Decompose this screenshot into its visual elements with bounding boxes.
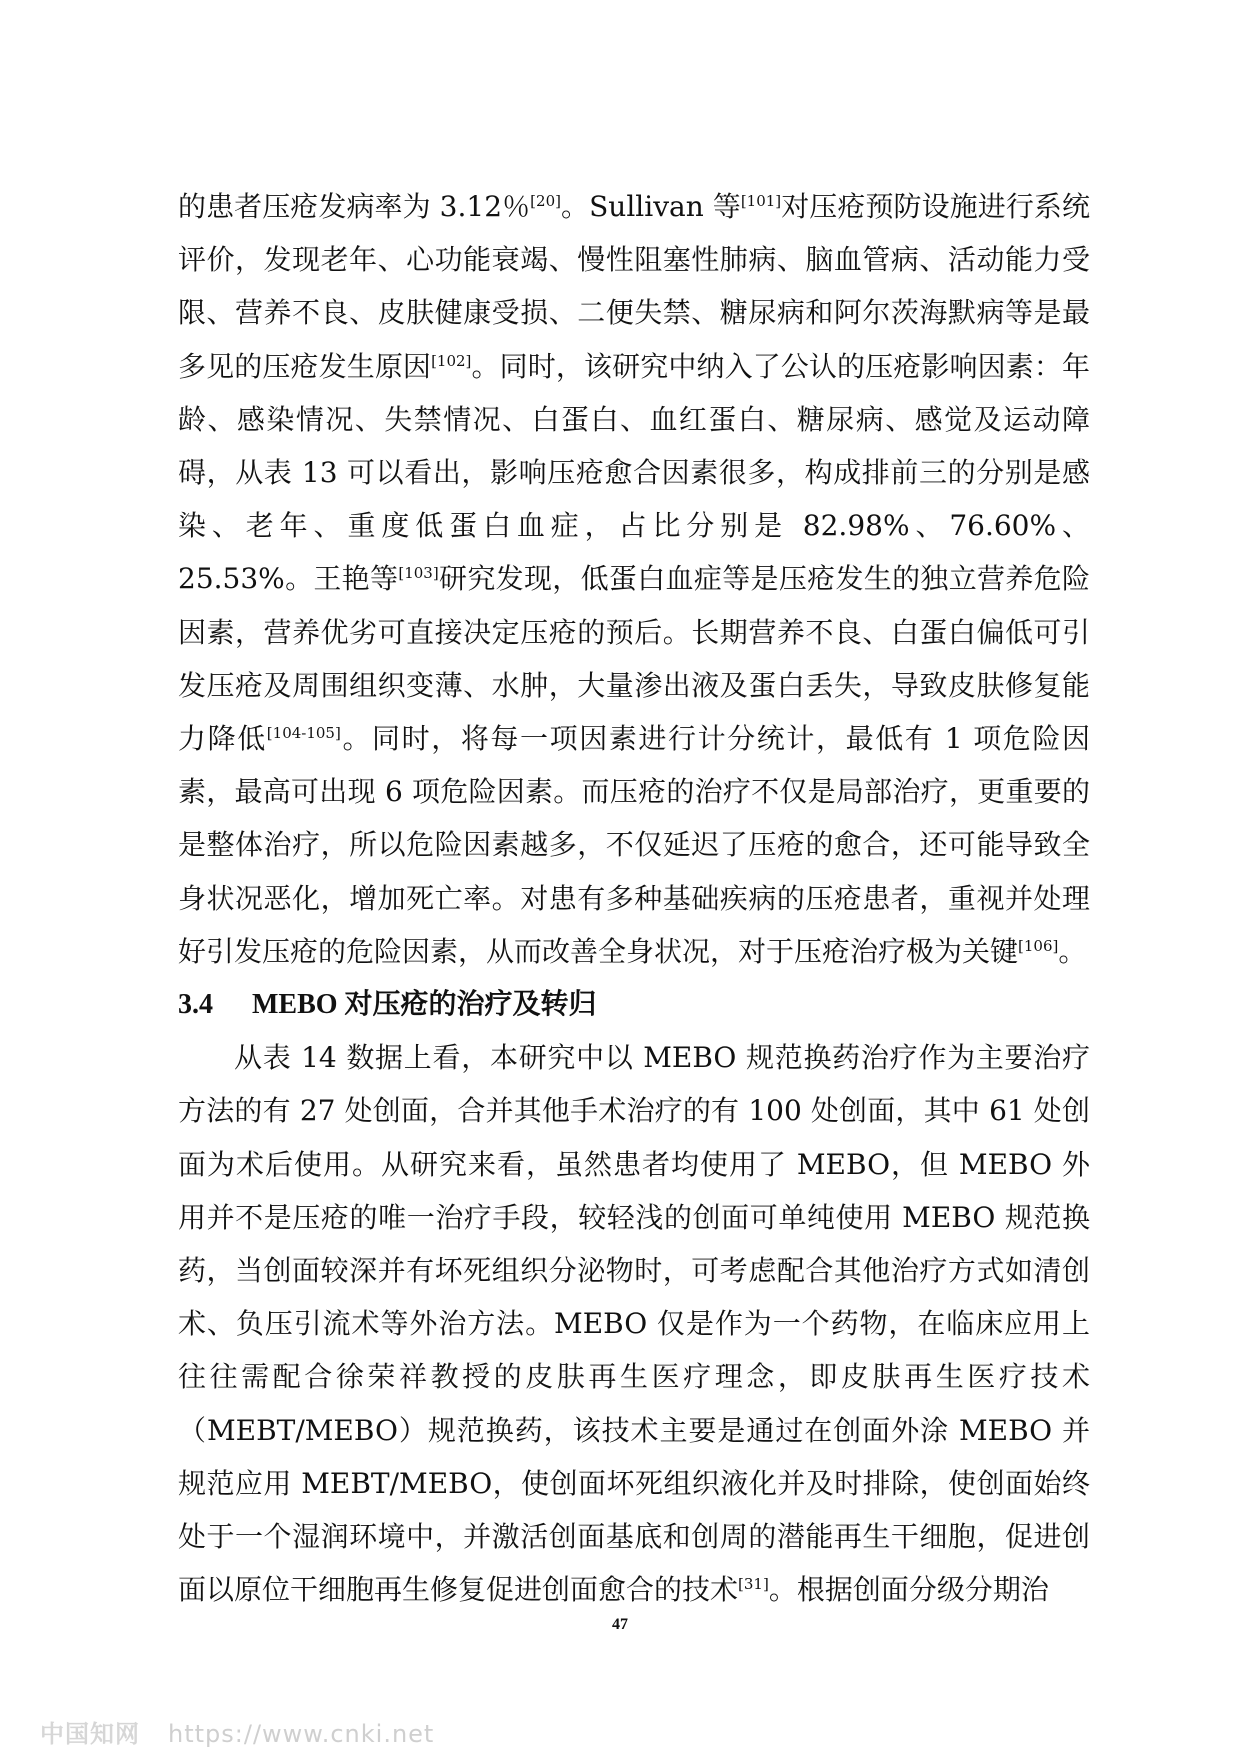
text-run: 的患者压疮发病率为 3.12％	[178, 190, 531, 223]
cnki-watermark	[40, 1714, 434, 1749]
text-run: 从表 14 数据上看，本研究中以 MEBO 规范换药治疗作为主要治疗方法的有 27 处创面，合并其他手术治疗的有 100 处创面，其中 61 处创面为术后使用。从研究来看，虽然患者均使用了 MEBO，但 MEBO 外用并不是压疮的唯一治疗手段，较轻浅的创面可单纯使用 MEBO 规范换药，当创面较深并有坏死组织分泌物时，可考虑配合其他治疗方式如清创术、负压引流术等外治方法。MEBO 仅是作为一个药物，在临床应用上往往需配合徐荣祥教授的皮肤再生医疗理念，即皮肤再生医疗技术（MEBT/MEBO）规范换药，该技术主要是通过在创面外涂 MEBO 并规范应用 MEBT/MEBO，使创面坏死组织液化并及时排除，使创面始终处于一个湿润环境中，并激活创面基底和创周的潜能再生干细胞，促进创面以原位干细胞再生修复促进创面愈合的技术	[178, 1041, 1090, 1607]
text-run: 。Sullivan 等	[560, 190, 741, 223]
citation-ref: [104-105]	[266, 724, 341, 743]
citation-ref: [31]	[738, 1575, 769, 1594]
page-number: 47	[612, 1616, 628, 1633]
text-run: 。根据创面分级分期治	[768, 1573, 1049, 1607]
section-heading	[178, 978, 1090, 1031]
text-run: 。	[1058, 934, 1087, 968]
watermark-brand: 中国知网	[40, 1720, 140, 1748]
body-text	[178, 180, 1090, 1616]
citation-ref: [106]	[1018, 936, 1059, 955]
text-run: 。同时，将每一项因素进行计分统计，最低有 1 项危险因素，最高可出现 6 项危险因素。而压疮的治疗不仅是局部治疗，更重要的是整体治疗，所以危险因素越多，不仅延迟了压疮的愈合，还可能导致全身状况恶化，增加死亡率。对患有多种基础疾病的压疮患者，重视并处理好引发压疮的危险因素，从而改善全身状况，对于压疮治疗极为关键	[178, 722, 1090, 968]
citation-ref: [103]	[398, 564, 439, 583]
section-number: 3.4	[178, 989, 213, 1021]
citation-ref: [20]	[530, 192, 561, 210]
paragraph-mebo-treatment	[178, 1031, 1090, 1616]
text-run: 对压疮预防设施进行系统评价，发现老年、心功能衰竭、慢性阻塞性肺病、脑血管病、活动能力受限、营养不良、皮肤健康受损、二便失禁、糖尿病和阿尔茨海默病等是最多见的压疮发生原因	[178, 190, 1090, 383]
section-title: MEBO 对压疮的治疗及转归	[252, 989, 597, 1021]
watermark-url: https://www.cnki.net	[168, 1720, 435, 1748]
citation-ref: [101]	[740, 192, 782, 210]
citation-ref: [102]	[431, 351, 472, 370]
paragraph-risk-factors	[178, 180, 1090, 978]
text-run: 。同时，该研究中纳入了公认的压疮影响因素：年龄、感染情况、失禁情况、白蛋白、血红蛋白、糖尿病、感觉及运动障碍，从表 13 可以看出，影响压疮愈合因素很多，构成排前三的分别是感染、老年、重度低蛋白血症，占比分别是 82.98%、76.60%、25.53%。王艳等	[178, 349, 1090, 596]
text-run: 研究发现，低蛋白血症等是压疮发生的独立营养危险因素，营养优劣可直接决定压疮的预后。长期营养不良、白蛋白偏低可引发压疮及周围组织变薄、水肿，大量渗出液及蛋白丢失，导致皮肤修复能力降低	[178, 562, 1090, 756]
